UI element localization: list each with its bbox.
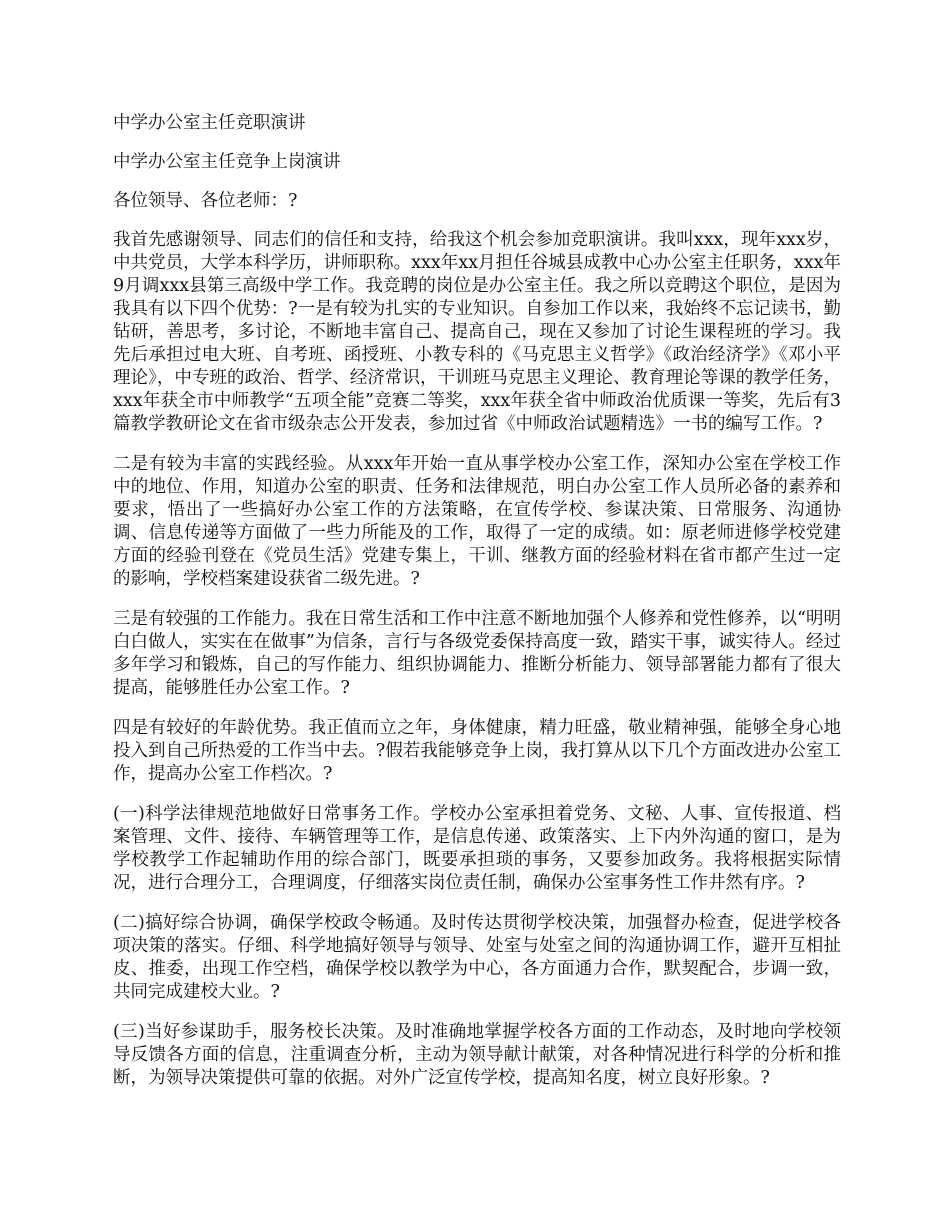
document-subtitle: 中学办公室主任竞争上岗演讲 [113,152,341,172]
document-page [113,112,841,1107]
paragraph-fourth-advantage: 四是有较好的年龄优势。我正值而立之年，身体健康，精力旺盛，敬业精神强，能够全身心地投入到自己所热爱的工作当中去。?假若我能够竞争上岗，我打算从以下几个方面改进办公室工作，提高办公室工作档次。? [113,718,841,784]
greeting: 各位领导、各位老师：? [113,191,298,211]
document-title: 中学办公室主任竞职演讲 [113,113,306,133]
paragraph-intro-first-advantage: 我首先感谢领导、同志们的信任和支持，给我这个机会参加竞职演讲。我叫xxx，现年xxx岁，中共党员，大学本科学历，讲师职称。xxx年xx月担任谷城县成教中心办公室主任职务，xxx年9月调xxx县第三高级中学工作。我竞聘的岗位是办公室主任。我之所以竞聘这个职位，是因为我具有以下四个优势：?一是有较为扎实的专业知识。自参加工作以来，我始终不忘记读书，勤钻研，善思考，多讨论，不断地丰富自己、提高自己，现在又参加了讨论生课程班的学习。我先后承担过电大班、自考班、函授班、小教专科的《马克思主义哲学》《政治经济学》《邓小平理论》，中专班的政治、哲学、经济常识，干训班马克思主义理论、教育理论等课的教学任务，xxx年获全市中师教学“五项全能”竞赛二等奖，xxx年获全省中师政治优质课一等奖，先后有3篇教学教研论文在省市级杂志公开发表，参加过省《中师政治试题精选》一书的编写工作。? [113,230,841,434]
paragraph-plan-three: (三)当好参谋助手，服务校长决策。及时准确地掌握学校各方面的工作动态，及时地向学校领导反馈各方面的信息，注重调查分析，主动为领导献计献策，对各种情况进行科学的分析和推断，为领导决策提供可靠的依据。对外广泛宣传学校，提高知名度，树立良好形象。? [113,1022,841,1088]
paragraph-plan-one: (一)科学法律规范地做好日常事务工作。学校办公室承担着党务、文秘、人事、宣传报道、档案管理、文件、接待、车辆管理等工作，是信息传递、政策落实、上下内外沟通的窗口，是为学校教学工作起辅助作用的综合部门，既要承担琐的事务，又要参加政务。我将根据实际情况，进行合理分工，合理调度，仔细落实岗位责任制，确保办公室事务性工作井然有序。? [113,804,841,893]
paragraph-third-advantage: 三是有较强的工作能力。我在日常生活和工作中注意不断地加强个人修养和党性修养，以“明明白白做人，实实在在做事”为信条，言行与各级党委保持高度一致，踏实干事，诚实待人。经过多年学习和锻炼，自己的写作能力、组织协调能力、推断分析能力、领导部署能力都有了很大提高，能够胜任办公室工作。? [113,609,841,698]
paragraph-second-advantage: 二是有较为丰富的实践经验。从xxx年开始一直从事学校办公室工作，深知办公室在学校工作中的地位、作用，知道办公室的职责、任务和法律规范，明白办公室工作人员所必备的素养和要求，悟出了一些搞好办公室工作的方法策略，在宣传学校、参谋决策、日常服务、沟通协调、信息传递等方面做了一些力所能及的工作，取得了一定的成绩。如：原老师进修学校党建方面的经验刊登在《党员生活》党建专集上，干训、继教方面的经验材料在省市都产生过一定的影响，学校档案建设获省二级先进。? [113,454,841,589]
paragraph-plan-two: (二)搞好综合协调，确保学校政令畅通。及时传达贯彻学校决策，加强督办检查，促进学校各项决策的落实。仔细、科学地搞好领导与领导、处室与处室之间的沟通协调工作，避开互相扯皮、推委，出现工作空档，确保学校以教学为中心，各方面通力合作，默契配合，步调一致，共同完成建校大业。? [113,913,841,1002]
